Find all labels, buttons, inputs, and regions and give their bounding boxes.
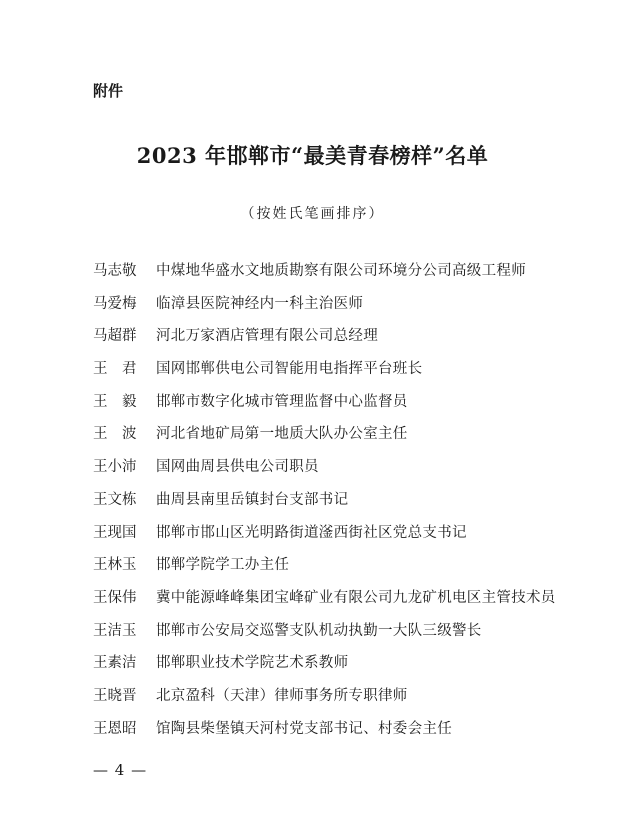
honoree-name: 马超群 [93, 328, 137, 345]
list-item [93, 324, 573, 357]
honoree-name: 王现国 [93, 524, 137, 541]
honoree-title: 邯郸市数字化城市管理监督中心监督员 [156, 393, 408, 410]
honoree-title: 国网邯郸供电公司智能用电指挥平台班长 [156, 361, 423, 378]
list-item [93, 259, 573, 292]
honoree-title: 邯郸市公安局交巡警支队机动执勤一大队三级警长 [156, 622, 482, 639]
honoree-title: 国网曲周县供电公司职员 [156, 459, 319, 476]
honoree-name: 王恩昭 [93, 720, 137, 737]
list-item [93, 422, 573, 455]
list-item [93, 390, 573, 423]
list-item [93, 586, 573, 619]
list-item [93, 619, 573, 652]
honoree-title: 馆陶县柴堡镇天河村党支部书记、村委会主任 [156, 720, 452, 737]
honoree-title: 河北万家酒店管理有限公司总经理 [156, 328, 378, 345]
honoree-title: 冀中能源峰峰集团宝峰矿业有限公司九龙矿机电区主管技术员 [156, 589, 556, 606]
list-item [93, 521, 573, 554]
list-item [93, 488, 573, 521]
honoree-name: 王林玉 [93, 557, 137, 574]
honoree-name: 王 毅 [93, 393, 137, 410]
honoree-name: 王晓晋 [93, 687, 137, 704]
honoree-name: 马爱梅 [93, 295, 137, 312]
attachment-label: 附件 [93, 82, 124, 100]
honoree-list [93, 259, 573, 749]
honoree-title: 邯郸职业技术学院艺术系教师 [156, 655, 349, 672]
honoree-name: 王文栋 [93, 491, 137, 508]
page-title: 2023 年邯郸市“最美青春榜样”名单 [136, 143, 489, 168]
list-item [93, 717, 573, 750]
honoree-title: 北京盈科（天津）律师事务所专职律师 [156, 687, 408, 704]
honoree-title: 邯郸学院学工办主任 [156, 557, 290, 574]
honoree-name: 王小沛 [93, 459, 137, 476]
honoree-name: 马志敬 [93, 263, 137, 279]
list-item [93, 357, 573, 390]
honoree-name: 王保伟 [93, 589, 137, 606]
honoree-name: 王洁玉 [93, 622, 137, 639]
list-item [93, 684, 573, 717]
honoree-title: 临漳县医院神经内一科主治医师 [156, 295, 364, 312]
list-item [93, 553, 573, 586]
honoree-title: 曲周县南里岳镇封台支部书记 [156, 491, 349, 508]
page-subtitle: （按姓氏笔画排序） [240, 206, 385, 222]
honoree-title: 河北省地矿局第一地质大队办公室主任 [156, 426, 408, 443]
list-item [93, 292, 573, 325]
honoree-name: 王素洁 [93, 655, 137, 672]
honoree-title: 邯郸市邯山区光明路街道滏西街社区党总支书记 [156, 524, 467, 541]
honoree-title: 中煤地华盛水文地质勘察有限公司环境分公司高级工程师 [156, 263, 526, 279]
list-item [93, 651, 573, 684]
honoree-name: 王 君 [93, 361, 137, 378]
honoree-name: 王 波 [93, 426, 137, 443]
page-number: — 4 — [93, 761, 148, 779]
list-item [93, 455, 573, 488]
